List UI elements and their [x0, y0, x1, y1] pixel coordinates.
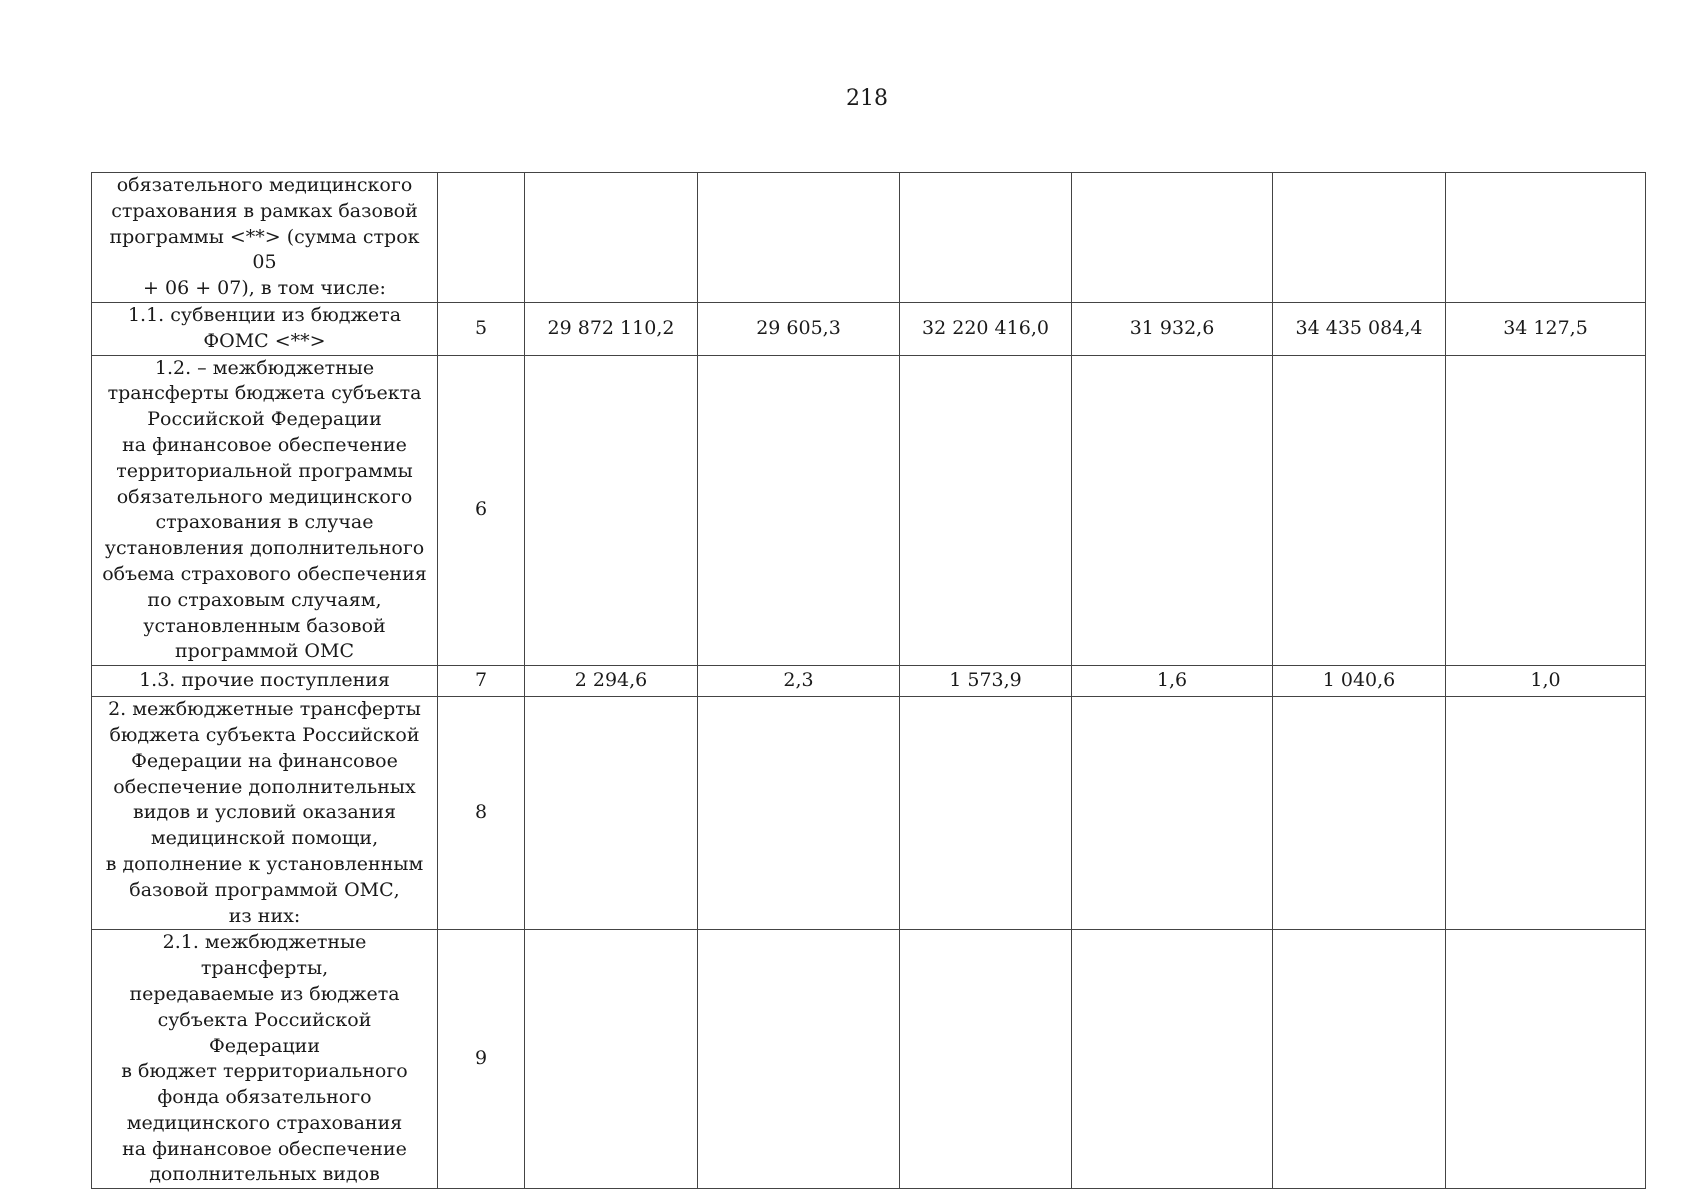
row-label: 2. межбюджетные трансферты бюджета субъекта Российской Федерации на финансовое обеспечение дополнительных видов и условий оказания медицинской помощи, в дополнение к установленным базовой программой ОМС, из них: [105, 698, 424, 927]
value-cell: 34 127,5 [1446, 302, 1646, 355]
table-row [92, 666, 1646, 697]
value-cell: 34 435 084,4 [1273, 302, 1446, 355]
row-label: 1.3. прочие поступления [139, 669, 390, 692]
table-row [92, 355, 1646, 666]
row-label-cell [92, 666, 438, 697]
row-label-cell [92, 302, 438, 355]
row-label-cell [92, 930, 438, 1189]
row-label: обязательного медицинского страхования в рамках базовой программы <**> (сумма строк 05 + 06 + 07), в том числе: [109, 174, 420, 300]
value-cell: 31 932,6 [1072, 302, 1273, 355]
value-cell: 1,6 [1072, 666, 1273, 697]
value-cell [525, 173, 698, 303]
row-label: 2.1. межбюджетные трансферты, передаваемые из бюджета субъекта Российской Федерации в бюджет территориального фонда обязательного медицинского страхования на финансовое обеспечение дополнительных видов [121, 931, 408, 1186]
value-cell [698, 355, 900, 666]
row-label-cell [92, 173, 438, 303]
value-cell [1072, 173, 1273, 303]
value-cell [1273, 173, 1446, 303]
value-cell [900, 173, 1072, 303]
value-cell: 32 220 416,0 [900, 302, 1072, 355]
value-cell [900, 355, 1072, 666]
value-cell [1446, 355, 1646, 666]
value-cell [698, 697, 900, 930]
row-label: 1.2. – межбюджетные трансферты бюджета субъекта Российской Федерации на финансовое обеспечение территориальной программы обязательного медицинского страхования в случае установления дополнительного объема страхового обеспечения по страховым случаям, установленным базовой программой ОМС [102, 356, 427, 663]
table-row [92, 302, 1646, 355]
row-code-cell: 6 [438, 355, 525, 666]
row-code-cell: 9 [438, 930, 525, 1189]
value-cell: 1 573,9 [900, 666, 1072, 697]
row-label-cell [92, 355, 438, 666]
value-cell [900, 930, 1072, 1189]
row-code-cell: 8 [438, 697, 525, 930]
value-cell: 2 294,6 [525, 666, 698, 697]
value-cell [1072, 355, 1273, 666]
value-cell: 2,3 [698, 666, 900, 697]
table-row [92, 697, 1646, 930]
value-cell [1072, 697, 1273, 930]
page-number: 218 [846, 86, 888, 111]
value-cell: 1 040,6 [1273, 666, 1446, 697]
value-cell [525, 930, 698, 1189]
value-cell: 1,0 [1446, 666, 1646, 697]
table-row [92, 930, 1646, 1189]
value-cell [1446, 697, 1646, 930]
value-cell [1273, 697, 1446, 930]
value-cell [1446, 930, 1646, 1189]
value-cell [1273, 355, 1446, 666]
value-cell: 29 605,3 [698, 302, 900, 355]
value-cell [1446, 173, 1646, 303]
row-label-cell [92, 697, 438, 930]
value-cell [900, 697, 1072, 930]
value-cell [1273, 930, 1446, 1189]
value-cell [698, 930, 900, 1189]
row-code-cell: 7 [438, 666, 525, 697]
row-label: 1.1. субвенции из бюджета ФОМС <**> [127, 303, 402, 352]
value-cell [1072, 930, 1273, 1189]
value-cell [698, 173, 900, 303]
table-row [92, 173, 1646, 303]
row-code-cell [438, 173, 525, 303]
value-cell [525, 355, 698, 666]
budget-table [91, 172, 1646, 1189]
value-cell [525, 697, 698, 930]
value-cell: 29 872 110,2 [525, 302, 698, 355]
row-code-cell: 5 [438, 302, 525, 355]
